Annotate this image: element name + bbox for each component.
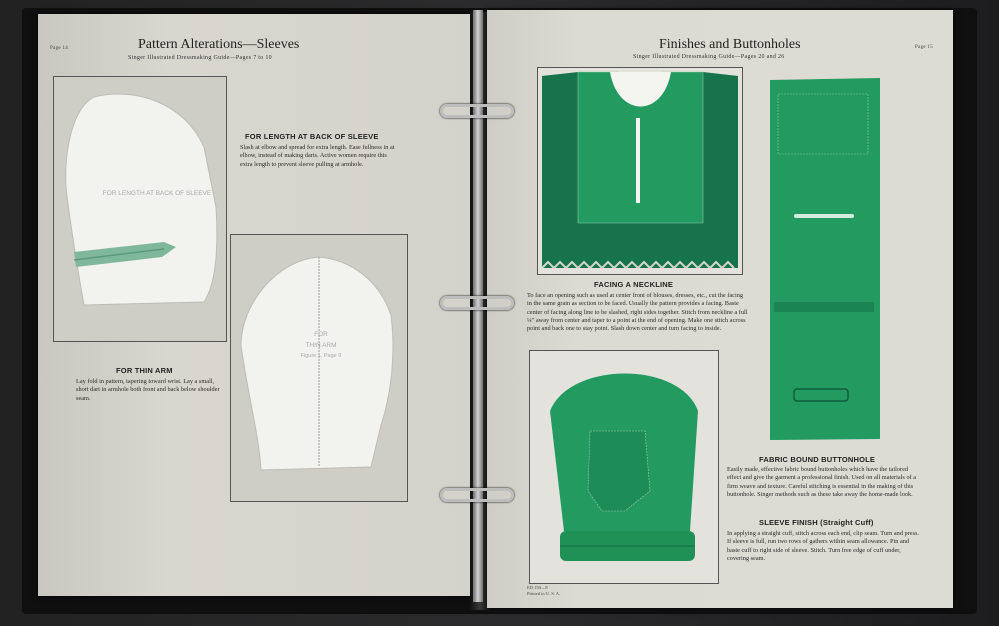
footer-print: Printed in U. S. A. <box>527 591 561 596</box>
thin-arm-body: Lay fold in pattern, tapering toward wrist. Lay a small, short dart in armhole both front and back below shoulder seam. <box>76 378 220 402</box>
buttonhole-heading: FABRIC BOUND BUTTONHOLE <box>759 455 876 464</box>
binder-ring-middle <box>440 296 514 310</box>
binder-ring-top <box>440 104 514 118</box>
neckline-facing-image <box>538 68 742 274</box>
sleeve-cuff-photo-box <box>529 350 719 584</box>
thin-arm-label-3: Figure 1, Page 9 <box>300 353 342 359</box>
thin-arm-label-1: FOR <box>314 331 328 338</box>
thin-arm-photo-box <box>230 234 408 502</box>
footer-code: ED 150—8 <box>527 585 548 590</box>
thin-arm-label-2: THIN ARM <box>305 342 337 349</box>
sleeve-finish-heading: SLEEVE FINISH (Straight Cuff) <box>759 518 874 527</box>
left-page-title: Pattern Alterations—Sleeves <box>138 37 300 52</box>
facing-body: To face an opening such as used at center front of blouses, dresses, etc., cut the facing in the same grain as section to be faced. Usually the pattern provides a facing. Baste center of facing along line to be slashed, right sides together. Stitch from neckline a full ¼" away from center and taper to a point at the end of opening. Make one stitch across point and back one to stay point. Slash down center and turn facing to inside. <box>527 292 748 333</box>
sleeve-cuff-image <box>530 351 718 583</box>
length-heading: FOR LENGTH AT BACK OF SLEEVE <box>245 132 379 141</box>
length-pattern-label: FOR LENGTH AT BACK OF SLEEVE <box>102 190 212 197</box>
sleeve-finish-body: In applying a straight cuff, stitch across each end, clip seam. Turn and press. If sleeve is full, run two rows of gathers within seam allowance. Pin and baste cuff to right side of sleeve. Stitch. Turn free edge of cuff under, covering seam. <box>727 530 920 562</box>
left-page-subtitle: Singer Illustrated Dressmaking Guide—Pages 7 to 10 <box>128 55 272 61</box>
right-page-title: Finishes and Buttonholes <box>659 37 801 52</box>
binder-ring-bottom <box>440 488 514 502</box>
buttonhole-swatch <box>766 74 884 444</box>
right-page <box>487 10 953 608</box>
right-page-number: Page 15 <box>915 45 934 50</box>
thin-arm-heading: FOR THIN ARM <box>116 366 173 375</box>
facing-heading: FACING A NECKLINE <box>594 280 674 289</box>
bound-buttonhole-image <box>766 74 884 444</box>
right-page-subtitle: Singer Illustrated Dressmaking Guide—Pages 20 and 26 <box>633 54 785 60</box>
neckline-facing-photo-box <box>537 67 743 275</box>
buttonhole-body: Easily made, effective fabric bound buttonholes which have the tailored effect and give the garment a professional finish. Used on all materials of a firm weave and texture. Careful stitching is essential in the making of this buttonhole. Singer methods such as these take away the home-made look. <box>727 466 917 498</box>
sleeve-pattern-length-image <box>54 77 226 341</box>
left-page <box>38 14 472 596</box>
left-page-number: Page 14 <box>50 46 69 51</box>
length-sleeve-photo-box <box>53 76 227 342</box>
sleeve-pattern-thin-arm-image <box>231 235 407 501</box>
length-body: Slash at elbow and spread for extra length. Ease fullness in at elbow, instead of making darts. Active women require this extra length to prevent sleeve pulling at armhole. <box>240 144 395 168</box>
